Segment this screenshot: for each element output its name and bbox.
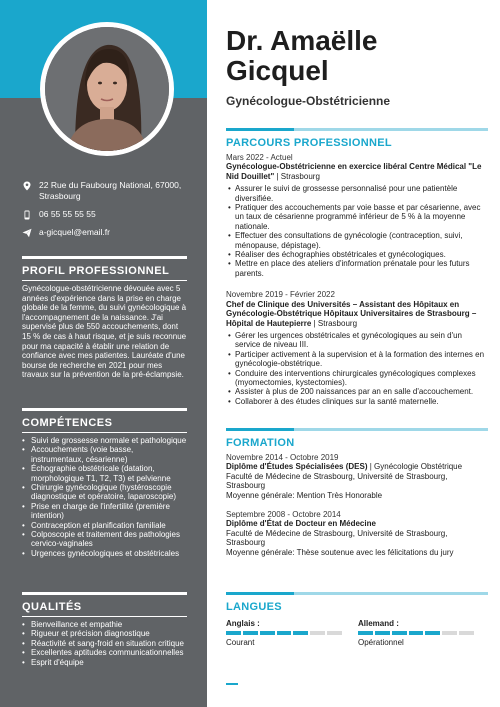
section-divider: [226, 428, 488, 431]
mobile-phone-icon: [22, 210, 32, 220]
list-item: • Accouchements (voie basse, instrumentaux, césarienne): [22, 445, 187, 464]
contact-phone: [22, 209, 202, 220]
entry-date: Novembre 2014 - Octobre 2019: [226, 453, 339, 462]
section-underline: [22, 432, 187, 433]
section-underline: [22, 280, 187, 281]
profile-text: Gynécologue-obstétricienne dévouée avec 5 années d'expérience dans la prise en charge globale de la femme, du suivi gynécologique à l'accompagnement de la naissance. J'ai supervisé plus de 550 accouchements, dont 15 % de cas à haut risque, et je suis reconnue pour ma capacité à établir une relation de confiance avec mes patientes. Lauréate d'une bourse de recherche en 2021 pour mes travaux sur la prévention de la pré-éclampsie.: [22, 284, 187, 380]
experience-entry: [226, 290, 488, 406]
list-item: • Prise en charge de l'infertilité (première intention): [22, 502, 187, 521]
level-segment: [260, 631, 275, 635]
email-link[interactable]: a-gicquel@email.fr: [39, 227, 110, 237]
language-german: [358, 619, 476, 647]
language-level: Courant: [226, 638, 255, 647]
section-underline: [22, 616, 187, 617]
level-segment: [293, 631, 308, 635]
entry-note: Moyenne générale: Thèse soutenue avec les félicitations du jury: [226, 547, 454, 557]
language-name: Anglais :: [226, 619, 260, 628]
skills-section: [22, 408, 187, 558]
level-segment: [277, 631, 292, 635]
contact-email: [22, 227, 202, 238]
experience-heading: PARCOURS PROFESSIONNEL: [226, 137, 392, 149]
list-item: • Conduire des interventions chirurgicales gynécologiques complexes (myomectomies, kystectomies).: [226, 369, 488, 388]
list-item: • Assurer le suivi de grossesse personnalisé pour une patientèle diversifiée.: [226, 184, 488, 203]
level-segment: [327, 631, 342, 635]
entry-school: Faculté de Médecine de Strasbourg, Université de Strasbourg, Strasbourg: [226, 528, 448, 548]
level-segment: [392, 631, 407, 635]
list-item: • Contraception et planification familiale: [22, 521, 187, 530]
list-item: • Réaliser des échographies obstétricales et gynécologiques.: [226, 250, 488, 259]
education-entry: [226, 453, 488, 500]
phone-text: 06 55 55 55 55: [39, 209, 96, 219]
language-english: [226, 619, 344, 647]
level-segment: [442, 631, 457, 635]
qualities-heading: QUALITÉS: [22, 601, 82, 613]
person-name: [226, 26, 377, 86]
list-item: • Rigueur et précision diagnostique: [22, 629, 187, 638]
level-segment: [425, 631, 440, 635]
list-item: • Échographie obstétricale (datation, morphologique T1, T2, T3) et pelvienne: [22, 464, 187, 483]
skills-heading: COMPÉTENCES: [22, 417, 113, 429]
location-pin-icon: [22, 181, 32, 191]
entry-degree: Diplôme d'État de Docteur en Médecine: [226, 519, 376, 529]
level-segment: [459, 631, 474, 635]
address-text: 22 Rue du Faubourg National, 67000, Strasbourg: [39, 180, 182, 201]
education-heading: FORMATION: [226, 437, 295, 449]
profile-section: [22, 256, 187, 380]
list-item: • Assister à plus de 200 naissances par an en salle d'accouchement.: [226, 387, 488, 396]
list-item: • Chirurgie gynécologique (hystéroscopie diagnostique et opératoire, laparoscopie): [22, 483, 187, 502]
language-level-bar: [358, 631, 476, 635]
entry-place: | Strasbourg: [274, 171, 320, 181]
name-line-2: Gicquel: [226, 55, 329, 86]
portrait-image: [45, 27, 169, 151]
entry-field: | Gynécologie Obstétrique: [367, 462, 463, 472]
list-item: • Bienveillance et empathie: [22, 620, 187, 629]
send-paper-plane-icon: [22, 228, 32, 238]
level-segment: [409, 631, 424, 635]
profile-heading: PROFIL PROFESSIONNEL: [22, 265, 170, 277]
section-divider: [226, 128, 488, 131]
list-item: • Collaborer à des études cliniques sur la santé maternelle.: [226, 397, 488, 406]
education-entry: [226, 510, 488, 557]
entry-date: Septembre 2008 - Octobre 2014: [226, 510, 341, 520]
qualities-list: [22, 620, 187, 667]
contact-address: [22, 180, 202, 202]
list-item: • Urgences gynécologiques et obstétricales: [22, 549, 187, 558]
level-segment: [226, 631, 241, 635]
entry-place: | Strasbourg: [311, 318, 358, 328]
list-item: • Pratiquer des accouchements par voie basse et par césarienne, avec un taux de césarienne programmé inférieur de 5 % à la moyenne nationale.: [226, 203, 488, 231]
experience-entry: [226, 153, 488, 278]
name-line-1: Dr. Amaëlle: [226, 25, 378, 56]
footer-accent: [226, 683, 238, 685]
list-item: • Suivi de grossesse normale et pathologique: [22, 436, 187, 445]
entry-school: Faculté de Médecine de Strasbourg, Université de Strasbourg, Strasbourg: [226, 471, 448, 491]
list-item: • Mettre en place des ateliers d'information prénatale pour les futurs parents.: [226, 259, 488, 278]
entry-note: Moyenne générale: Mention Très Honorable: [226, 490, 383, 500]
qualities-section: [22, 592, 187, 667]
level-segment: [310, 631, 325, 635]
entry-degree: Diplôme d'Études Spécialisées (DES): [226, 462, 368, 472]
entry-role: Chef de Clinique des Universités – Assistant des Hôpitaux en Gynécologie-Obstétrique Hôpitaux Universitaires de Strasbourg – Hôpital de Hautepierre: [226, 299, 477, 328]
section-divider: [226, 592, 488, 595]
level-segment: [243, 631, 258, 635]
profile-photo: [40, 22, 174, 156]
contact-block: [22, 180, 202, 245]
job-title: Gynécologue-Obstétricienne: [226, 94, 391, 108]
language-name: Allemand :: [358, 619, 399, 628]
language-level: Opérationnel: [358, 638, 404, 647]
education-section: [226, 428, 488, 557]
language-level-bar: [226, 631, 344, 635]
entry-bullets: [226, 331, 488, 406]
list-item: • Esprit d'équipe: [22, 658, 187, 667]
languages-heading: LANGUES: [226, 601, 282, 613]
languages-section: [226, 592, 488, 662]
list-item: • Réactivité et sang-froid en situation critique: [22, 639, 187, 648]
level-segment: [375, 631, 390, 635]
list-item: • Excellentes aptitudes communicationnelles: [22, 648, 187, 657]
entry-date: Mars 2022 - Actuel: [226, 153, 293, 162]
entry-role: Gynécologue-Obstétricienne en exercice libéral Centre Médical "Le Nid Douillet": [226, 162, 482, 181]
list-item: • Participer activement à la supervision et à la formation des internes en gynécologie-obstétrique.: [226, 350, 488, 369]
entry-date: Novembre 2019 - Février 2022: [226, 290, 335, 300]
list-item: • Gérer les urgences obstétricales et gynécologiques au sein d'un service de niveau III.: [226, 331, 488, 350]
list-item: • Colposcopie et traitement des pathologies cervico-vaginales: [22, 530, 187, 549]
level-segment: [358, 631, 373, 635]
list-item: • Effectuer des consultations de gynécologie (contraception, suivi, ménopause, dépistage).: [226, 231, 488, 250]
skills-list: [22, 436, 187, 558]
experience-section: [226, 128, 488, 406]
entry-bullets: [226, 184, 488, 278]
